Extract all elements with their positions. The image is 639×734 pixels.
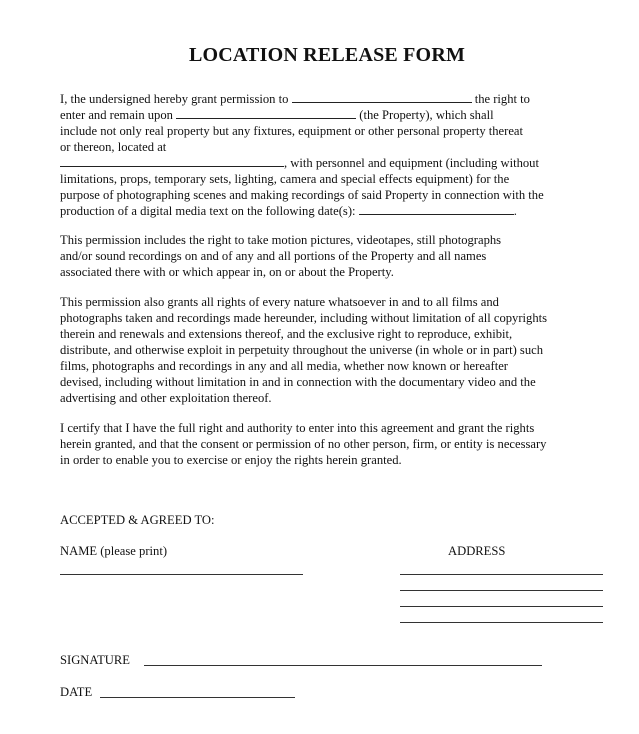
address-label: ADDRESS <box>448 544 506 558</box>
p1-line1-text-b: the right to <box>474 92 530 106</box>
p4-line2: herein granted, and that the consent or permission of no other person, firm, or entity is necessary <box>60 437 547 451</box>
name-line[interactable] <box>60 574 303 575</box>
p1-line2 <box>60 107 494 123</box>
address-line-4[interactable] <box>400 622 603 623</box>
address-line-1[interactable] <box>400 574 603 575</box>
p1-line1-text-a: I, the undersigned hereby grant permission to <box>60 92 289 106</box>
date-label: DATE <box>60 685 93 699</box>
accepted-label: ACCEPTED & AGREED TO: <box>60 513 215 527</box>
signature-label: SIGNATURE <box>60 653 130 667</box>
p2-line2: and/or sound recordings on and of any and all portions of the Property and all names <box>60 249 487 263</box>
p2-line3: associated there with or which appear in, on or about the Property. <box>60 265 394 279</box>
p1-line8 <box>60 203 517 219</box>
p1-line5 <box>60 155 539 171</box>
form-title: LOCATION RELEASE FORM <box>188 44 466 66</box>
p3-line3: therein and renewals and extensions thereof, and the exclusive right to reproduce, exhibit, <box>60 327 513 341</box>
property-blank[interactable] <box>176 107 356 119</box>
dates-blank[interactable] <box>359 203 514 215</box>
p2-line1: This permission includes the right to take motion pictures, videotapes, still photographs <box>60 233 502 247</box>
signature-line[interactable] <box>144 665 542 666</box>
p1-line3: include not only real property but any fixtures, equipment or other personal property thereat <box>60 124 524 138</box>
p1-line2-text-a: enter and remain upon <box>60 108 173 122</box>
grantee-blank[interactable] <box>292 91 472 103</box>
p4-line1: I certify that I have the full right and authority to enter into this agreement and grant the rights <box>60 421 535 435</box>
p1-line8-text-a: production of a digital media text on the following date(s): <box>60 204 356 218</box>
p1-line8-text-b: . <box>513 204 517 218</box>
p3-line5: films, photographs and recordings in any and all media, whether now known or hereafter <box>60 359 508 373</box>
address-line-3[interactable] <box>400 606 603 607</box>
p1-line6: limitations, props, temporary sets, lighting, camera and special effects equipment) for the <box>60 172 510 186</box>
p1-line4: or thereon, located at <box>60 140 167 154</box>
p3-line1: This permission also grants all rights of every nature whatsoever in and to all films and <box>60 295 499 309</box>
date-line[interactable] <box>100 697 295 698</box>
p1-line5-text: , with personnel and equipment (including without <box>284 156 539 170</box>
p1-line1 <box>60 91 530 107</box>
p4-line3: in order to enable you to exercise or enjoy the rights herein granted. <box>60 453 402 467</box>
p1-line7: purpose of photographing scenes and making recordings of said Property in connection with the <box>60 188 544 202</box>
location-blank[interactable] <box>60 155 284 167</box>
p3-line6: devised, including without limitation in and in connection with the documentary video and the <box>60 375 536 389</box>
p3-line2: photographs taken and recordings made hereunder, including without limitation of all copyrights <box>60 311 548 325</box>
p3-line7: advertising and other exploitation thereof. <box>60 391 272 405</box>
p1-line2-text-b: (the Property), which shall <box>359 108 494 122</box>
name-label: NAME (please print) <box>60 544 168 558</box>
address-line-2[interactable] <box>400 590 603 591</box>
p3-line4: distribute, and otherwise exploit in perpetuity throughout the universe (in whole or in part) such <box>60 343 544 357</box>
